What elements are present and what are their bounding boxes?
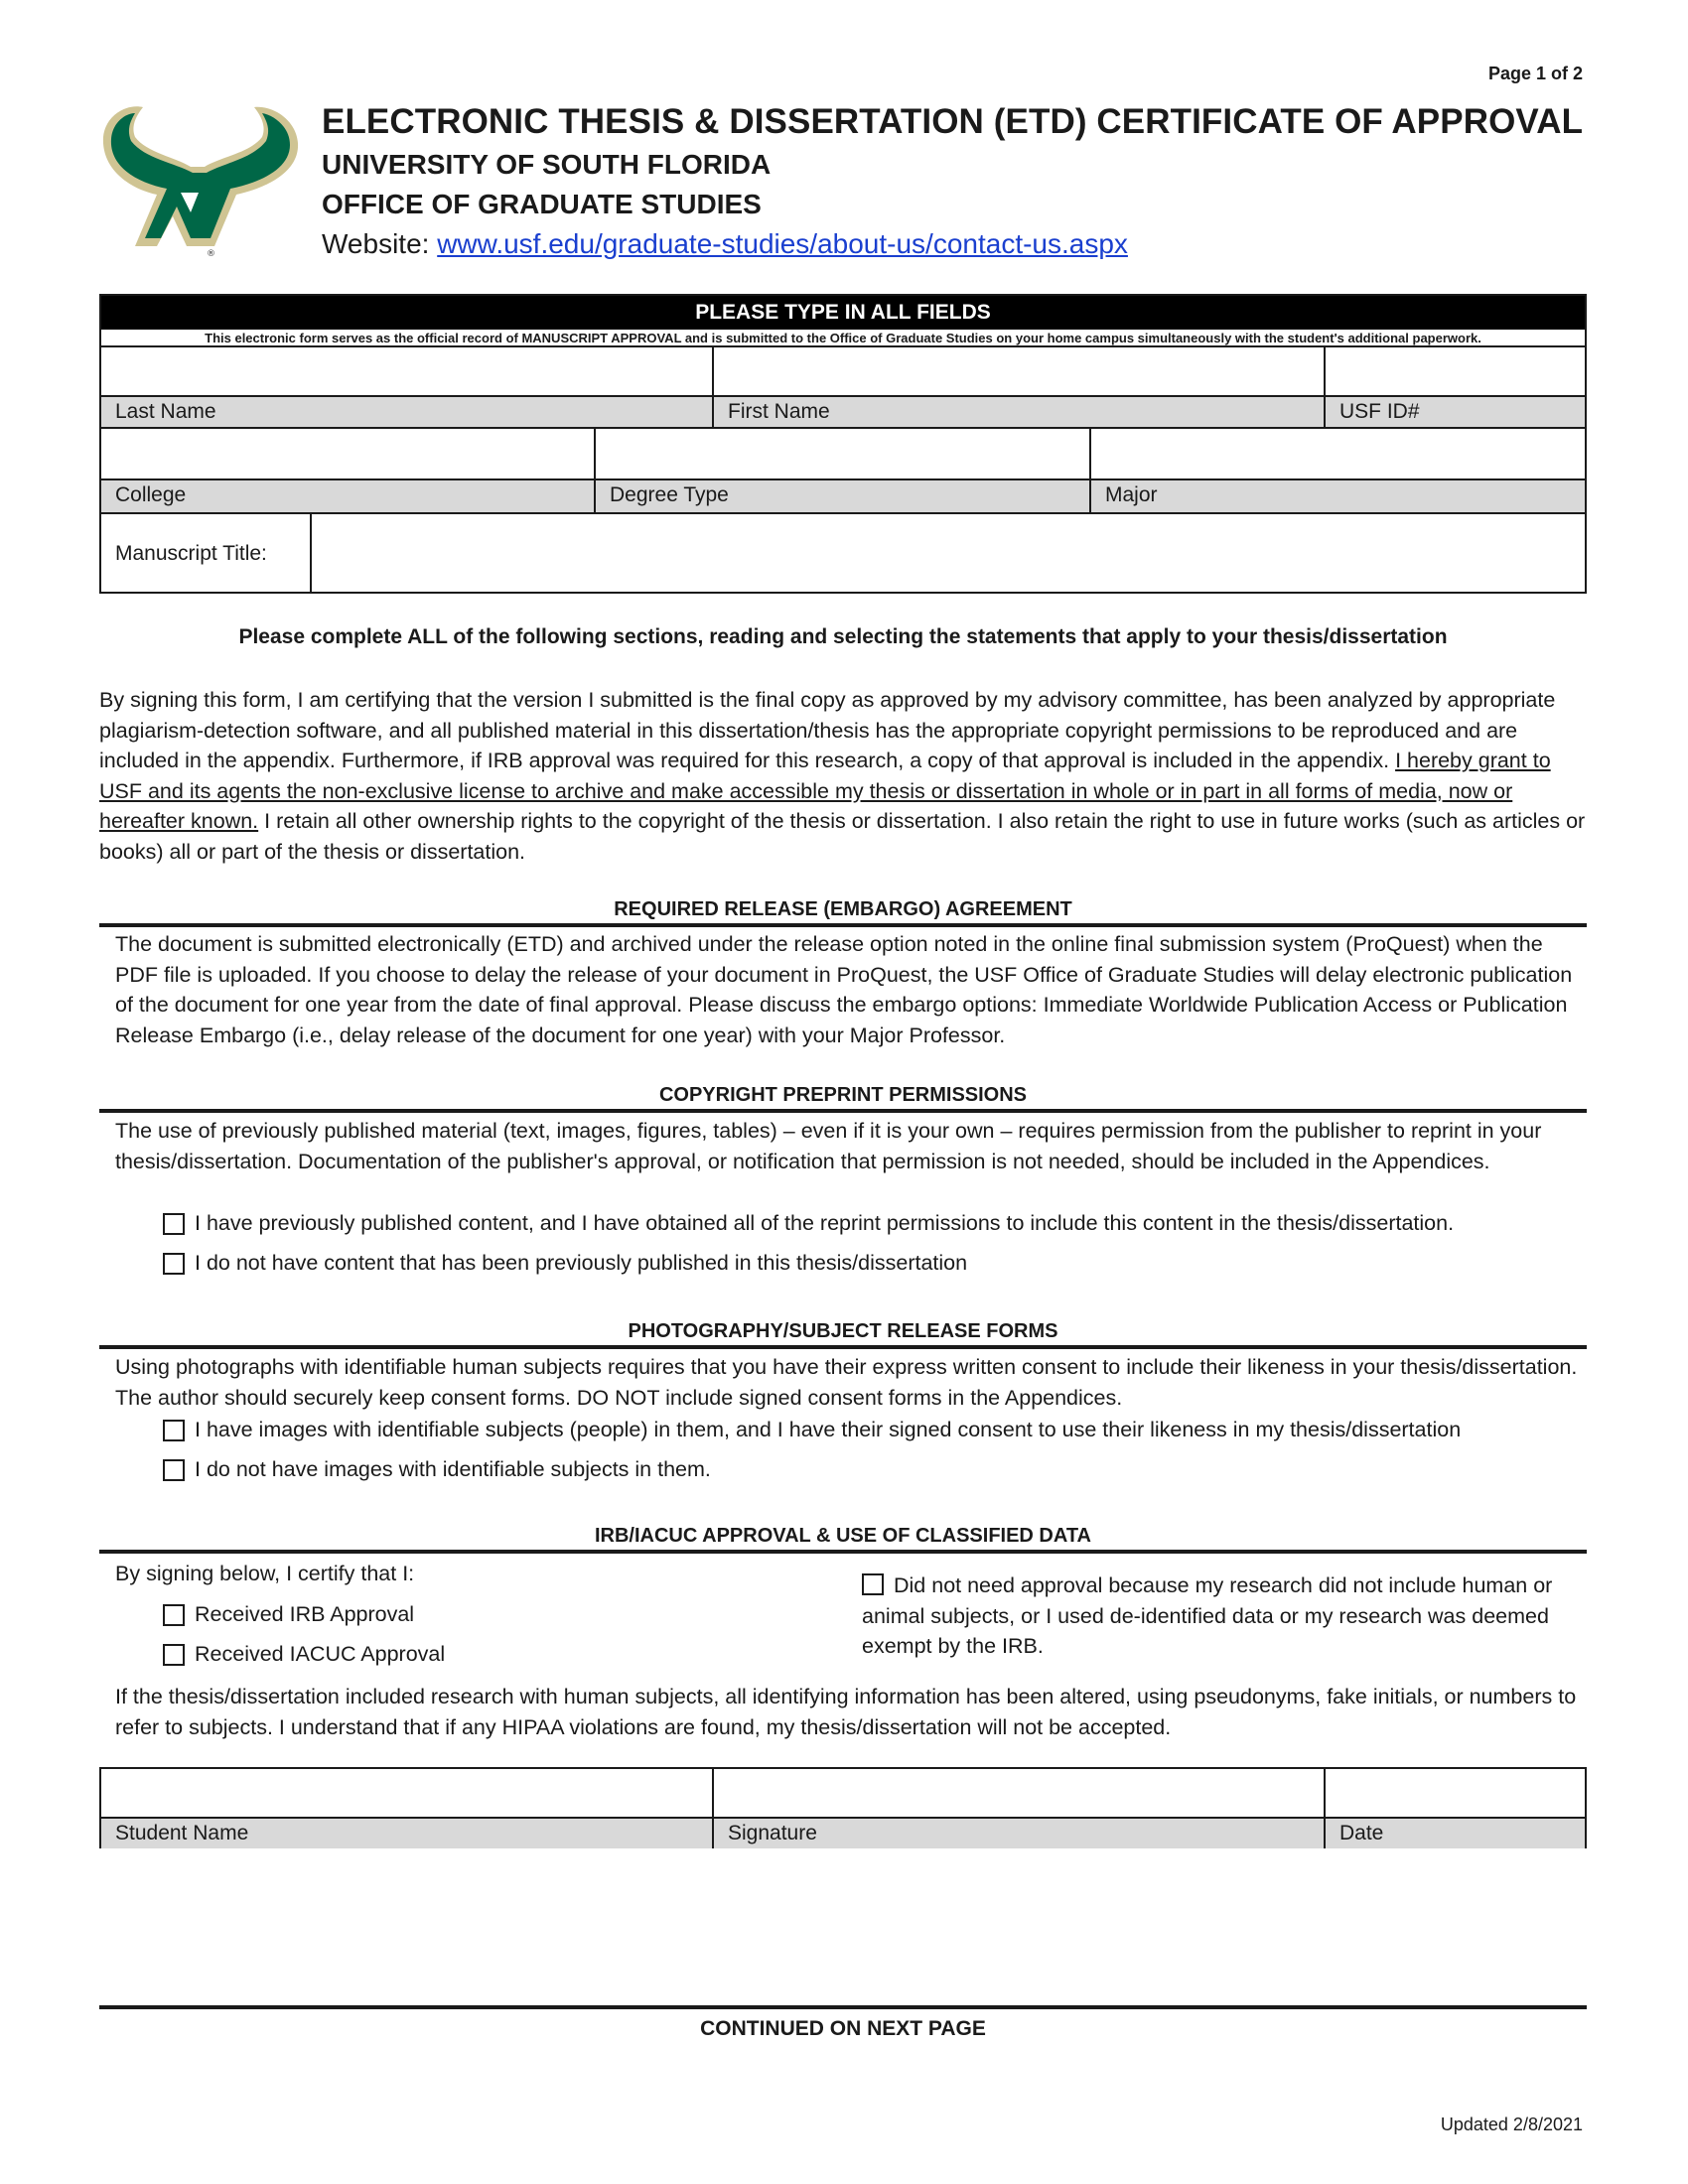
irb-lead: By signing below, I certify that I:	[115, 1562, 415, 1585]
website-link[interactable]: www.usf.edu/graduate-studies/about-us/contact-us.aspx	[437, 228, 1128, 259]
photo-consent-checkbox[interactable]	[163, 1420, 185, 1441]
copyright-option-none[interactable]	[163, 1251, 967, 1276]
form-banner: PLEASE TYPE IN ALL FIELDS	[101, 296, 1585, 330]
college-input[interactable]	[101, 429, 596, 478]
manuscript-title-input[interactable]	[312, 514, 1585, 594]
continued-divider	[99, 2005, 1587, 2009]
student-name-label: Student Name	[101, 1819, 714, 1848]
date-input[interactable]	[1326, 1769, 1585, 1817]
photo-none-label: I do not have images with identifiable subjects in them.	[195, 1457, 711, 1481]
irb-heading: IRB/IACUC APPROVAL & USE OF CLASSIFIED DATA	[99, 1525, 1587, 1554]
continued-notice: CONTINUED ON NEXT PAGE	[700, 2017, 986, 2040]
photo-option-consent[interactable]	[163, 1418, 1461, 1442]
student-name-input[interactable]	[101, 1769, 714, 1817]
embargo-body: The document is submitted electronically (ETD) and archived under the release option noted in the online final submission system (ProQuest) when the PDF file is uploaded. If you choose to delay the release of your document in ProQuest, the USF Office of Graduate Studies will delay electronic publication of the document for one year from the date of final approval. Please discuss the embargo options: Immediate Worldwide Publication Access or Publication Release Embargo (i.e., delay release of the document for one year) with your Major Professor.	[115, 932, 1573, 1047]
svg-text:®: ®	[207, 249, 215, 259]
first-name-label: First Name	[714, 397, 1326, 427]
copyright-option-published[interactable]	[163, 1211, 1454, 1236]
degree-type-input[interactable]	[596, 429, 1091, 478]
irb-option-irb[interactable]	[163, 1602, 414, 1627]
usf-id-input[interactable]	[1326, 347, 1585, 395]
certification-statement	[99, 685, 1587, 867]
irb-option-iacuc[interactable]	[163, 1642, 445, 1667]
intro-part1: By signing this form, I am certifying that the version I submitted is the final copy as approved by my advisory committee, has been analyzed by appropriate plagiarism-detection software, and all published material in this dissertation/thesis has the appropriate copyright permissions to be reproduced and are included in the appendix. Furthermore, if IRB approval was required for this research, a copy of that approval is included in the appendix.	[99, 688, 1556, 772]
signature-label: Signature	[714, 1819, 1326, 1848]
updated-date: Updated 2/8/2021	[1440, 2115, 1583, 2134]
signature-input[interactable]	[714, 1769, 1326, 1817]
intro-part2: I retain all other ownership rights to the copyright of the thesis or dissertation. I also retain the right to use in future works (such as articles or books) all or part of the thesis or dissertation.	[99, 809, 1586, 864]
usf-id-label: USF ID#	[1339, 400, 1420, 423]
intro-license: I hereby grant to USF and its agents the non-exclusive license to archive and make accessible my thesis or dissertation in whole or in part in all forms of media, now or hereafter known.	[99, 749, 1551, 833]
photography-heading: PHOTOGRAPHY/SUBJECT RELEASE FORMS	[99, 1320, 1587, 1349]
photo-option-none[interactable]	[163, 1457, 711, 1482]
copyright-published-checkbox[interactable]	[163, 1213, 185, 1235]
manuscript-title-label: Manuscript Title:	[101, 514, 312, 594]
office-name: OFFICE OF GRADUATE STUDIES	[322, 189, 762, 219]
embargo-heading: REQUIRED RELEASE (EMBARGO) AGREEMENT	[99, 898, 1587, 927]
university-name: UNIVERSITY OF SOUTH FLORIDA	[322, 149, 772, 180]
college-label: College	[101, 480, 596, 512]
degree-type-label: Degree Type	[596, 480, 1091, 512]
page-title: ELECTRONIC THESIS & DISSERTATION (ETD) CERTIFICATE OF APPROVAL	[322, 102, 1584, 141]
copyright-body: The use of previously published material (text, images, figures, tables) – even if it is your own – requires permission from the publisher to reprint in your thesis/dissertation. Documentation of the publisher's approval, or notification that permission is not needed, should be included in the Appendices.	[115, 1119, 1542, 1173]
page-number: Page 1 of 2	[1487, 64, 1583, 83]
copyright-published-label: I have previously published content, and I have obtained all of the reprint permissions to include this content in the thesis/dissertation.	[195, 1211, 1455, 1235]
copyright-heading: COPYRIGHT PREPRINT PERMISSIONS	[99, 1084, 1587, 1113]
last-name-label: Last Name	[101, 397, 714, 427]
website-line	[322, 228, 1128, 260]
copyright-none-checkbox[interactable]	[163, 1253, 185, 1275]
irb-exempt-label: Did not need approval because my research did not include human or animal subjects, or I used de-identified data or my research was deemed exempt by the IRB.	[862, 1573, 1553, 1658]
photo-none-checkbox[interactable]	[163, 1459, 185, 1481]
last-name-input[interactable]	[101, 347, 714, 395]
form-note: This electronic form serves as the official record of MANUSCRIPT APPROVAL and is submitted to the Office of Graduate Studies on your home campus simultaneously with the student's additional paperwork.	[101, 330, 1585, 347]
signature-form	[99, 1767, 1587, 1848]
photography-body: Using photographs with identifiable human subjects requires that you have their express written consent to include their likeness in your thesis/dissertation. The author should securely keep consent forms. DO NOT include signed consent forms in the Appendices.	[115, 1355, 1578, 1410]
instructions: Please complete ALL of the following sections, reading and selecting the statements that apply to your thesis/dissertation	[238, 625, 1448, 648]
student-info-form	[99, 294, 1587, 594]
irb-exempt-checkbox[interactable]	[862, 1573, 884, 1595]
photo-consent-label: I have images with identifiable subjects (people) in them, and I have their signed consent to use their likeness in my thesis/dissertation	[195, 1418, 1462, 1441]
website-label: Website:	[322, 228, 438, 259]
irb-approval-label: Received IRB Approval	[195, 1602, 415, 1626]
iacuc-approval-checkbox[interactable]	[163, 1644, 185, 1666]
copyright-none-label: I do not have content that has been previously published in this thesis/dissertation	[195, 1251, 968, 1275]
irb-option-exempt[interactable]	[862, 1570, 1587, 1662]
usf-bull-logo-icon	[95, 97, 304, 264]
major-label: Major	[1105, 483, 1158, 506]
first-name-input[interactable]	[714, 347, 1326, 395]
irb-footer: If the thesis/dissertation included research with human subjects, all identifying information has been altered, using pseudonyms, fake initials, or numbers to refer to subjects. I understand that if any HIPAA violations are found, my thesis/dissertation will not be accepted.	[115, 1685, 1577, 1739]
date-label: Date	[1339, 1822, 1384, 1844]
major-input[interactable]	[1091, 429, 1585, 478]
iacuc-approval-label: Received IACUC Approval	[195, 1642, 446, 1666]
irb-approval-checkbox[interactable]	[163, 1604, 185, 1626]
